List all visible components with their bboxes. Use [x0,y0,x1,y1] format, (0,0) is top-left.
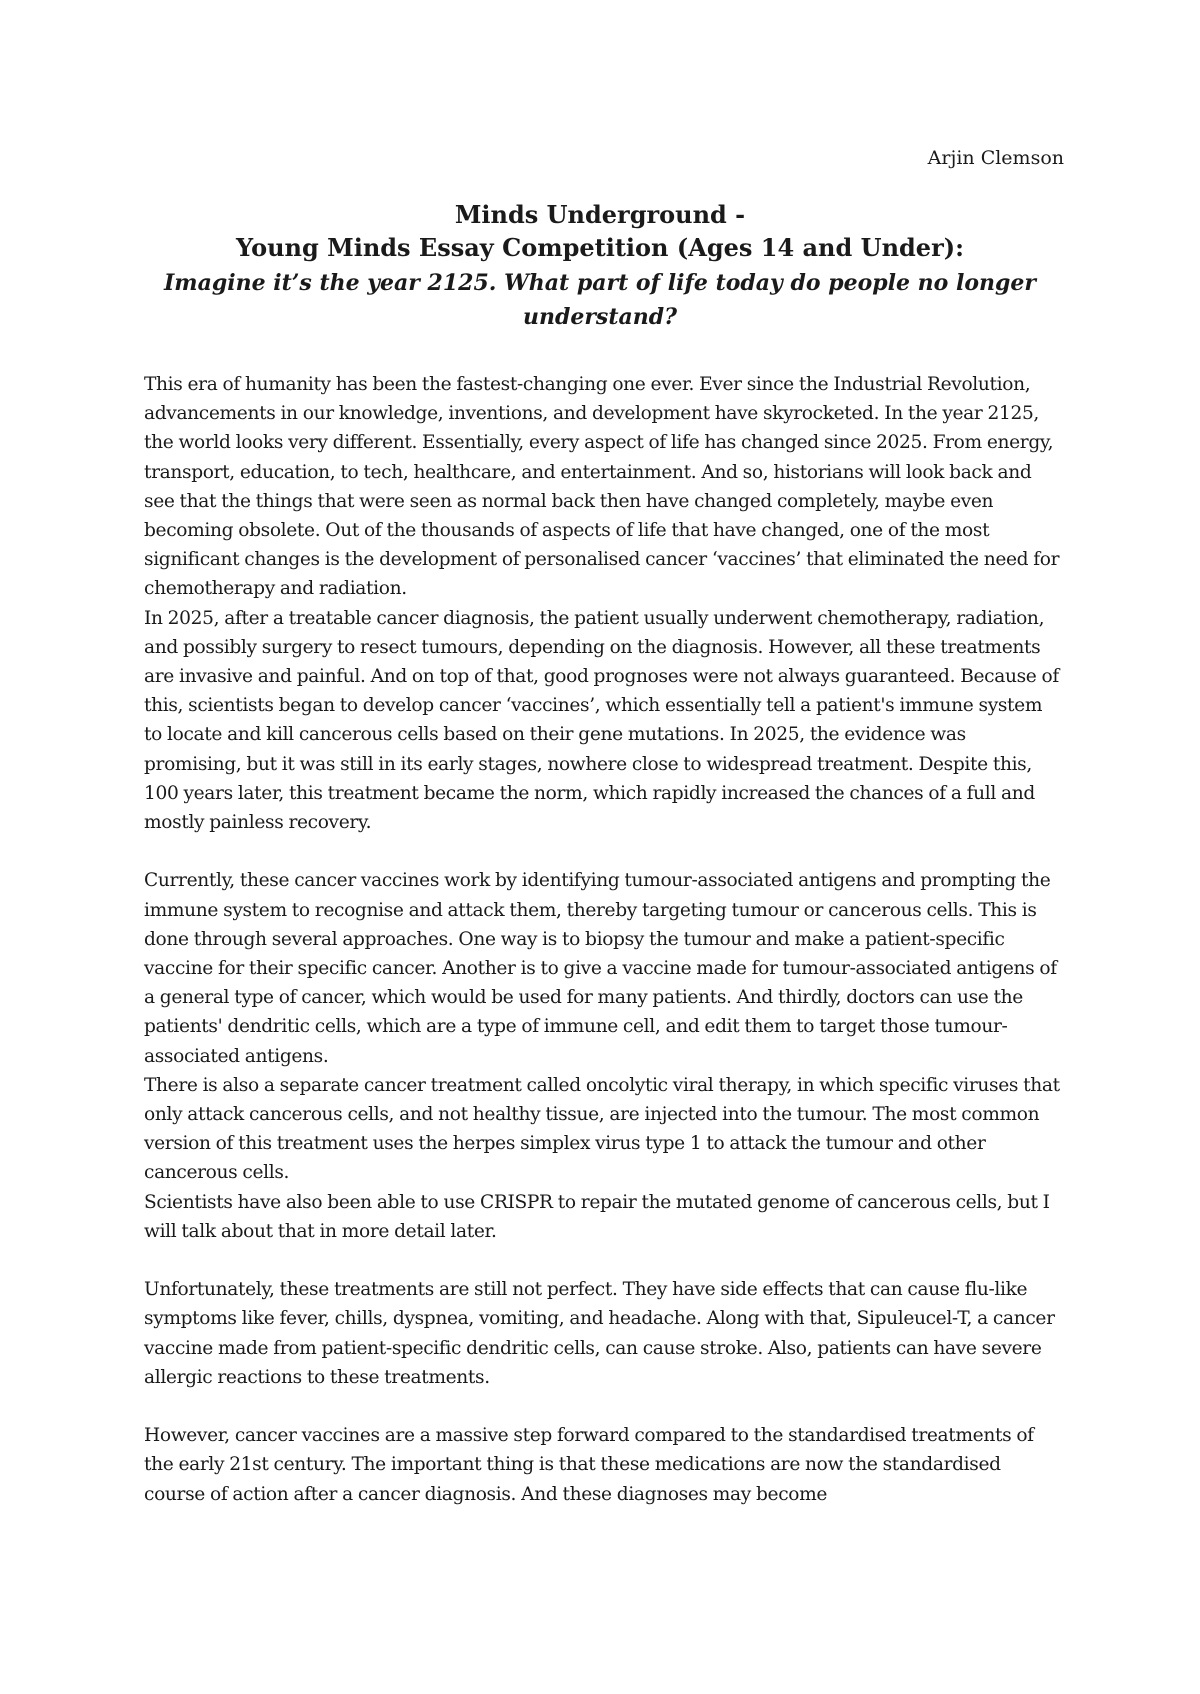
paragraph-4: There is also a separate cancer treatment called oncolytic viral therapy, in which specific viruses that only attack cancerous cells, and not healthy tissue, are injected into the tumour. The most common version of this treatment uses the herpes simplex virus type 1 to attack the tumour and other cancerous cells. [144,1074,1060,1184]
paragraph-5: Scientists have also been able to use CRISPR to repair the mutated genome of cancerous cells, but I will talk about that in more detail later. [144,1191,1050,1242]
paragraph-spacer [144,1246,1064,1275]
essay-body [144,370,1064,1509]
title-line-2: Young Minds Essay Competition (Ages 14 and Under): [236,233,964,262]
paragraph-3: Currently, these cancer vaccines work by identifying tumour-associated antigens and prompting the immune system to recognise and attack them, thereby targeting tumour or cancerous cells. This is done through several approaches. One way is to biopsy the tumour and make a patient-specific vaccine for their specific cancer. Another is to give a vaccine made for tumour-associated antigens of a general type of cancer, which would be used for many patients. And thirdly, doctors can use the patients' dendritic cells, which are a type of immune cell, and edit them to target those tumour-associated antigens. [144,870,1057,1067]
paragraph-7: However, cancer vaccines are a massive step forward compared to the standardised treatments of the early 21st century. The important thing is that these medications are now the standardised course of action after a cancer diagnosis. And these diagnoses may become [144,1425,1034,1505]
title-line-1: Minds Underground - [454,200,746,229]
paragraph-2: In 2025, after a treatable cancer diagnosis, the patient usually underwent chemotherapy, radiation, and possibly surgery to resect tumours, depending on the diagnosis. However, all these treatments are invasive and painful. And on top of that, good prognoses were not always guaranteed. Because of this, scientists began to develop cancer ‘vaccines’, which essentially tell a patient's immune system to locate and kill cancerous cells based on their gene mutations. In 2025, the evidence was promising, but it was still in its early stages, nowhere close to widespread treatment. Despite this, 100 years later, this treatment became the norm, which rapidly increased the chances of a full and mostly painless recovery. [144,607,1059,834]
paragraph-spacer [144,1392,1064,1421]
paragraph-1: This era of humanity has been the fastest-changing one ever. Ever since the Industrial Revolution, advancements in our knowledge, inventions, and development have skyrocketed. In the year 2125, the world looks very different. Essentially, every aspect of life has changed since 2025. From energy, transport, education, to tech, healthcare, and entertainment. And so, historians will look back and see that the things that were seen as normal back then have changed completely, maybe even becoming obsolete. Out of the thousands of aspects of life that have changed, one of the most significant changes is the development of personalised cancer ‘vaccines’ that eliminated the need for chemotherapy and radiation. [144,374,1060,600]
paragraph-spacer [144,837,1064,866]
title-block [150,198,1050,334]
paragraph-6: Unfortunately, these treatments are still not perfect. They have side effects that can cause flu-like symptoms like fever, chills, dyspnea, vomiting, and headache. Along with that, Sipuleucel-T, a cancer vaccine made from patient-specific dendritic cells, can cause stroke. Also, patients can have severe allergic reactions to these treatments. [144,1279,1055,1388]
essay-prompt: Imagine it’s the year 2125. What part of life today do people no longer understand? [164,270,1036,330]
author-name: Arjin Clemson [927,147,1064,169]
